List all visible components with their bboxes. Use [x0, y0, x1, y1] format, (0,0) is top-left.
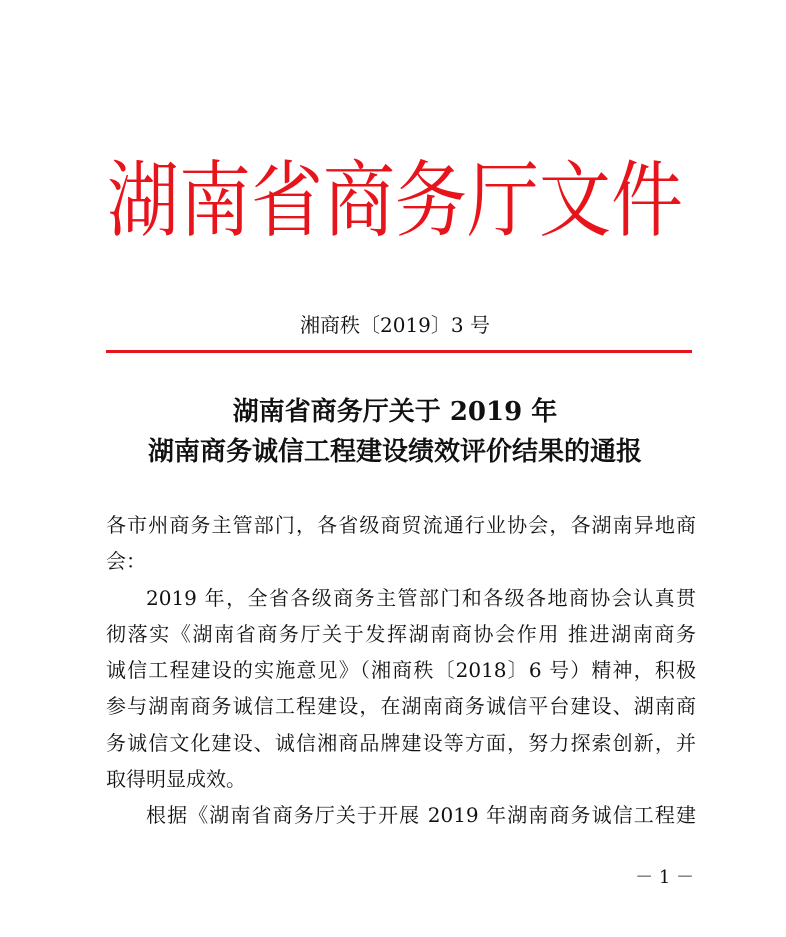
document-title-line-2: 湖南商务诚信工程建设绩效评价结果的通报	[147, 437, 642, 467]
masthead-title: 湖南省商务厅文件	[106, 151, 683, 249]
body-line-addressee-end: 会：	[106, 549, 146, 574]
red-divider-line	[106, 350, 692, 353]
body-line-paragraph-1-start: 2019 年，全省各级商务主管部门和各级各地商协会认真贯	[146, 585, 696, 610]
body-line-paragraph-2-start: 根据《湖南省商务厅关于开展 2019 年湖南商务诚信工程建	[146, 803, 696, 828]
body-line-addressee: 各市州商务主管部门，各省级商贸流通行业协会，各湖南异地商	[106, 513, 696, 537]
body-line: 诚信工程建设的实施意见》（湘商秩〔2018〕6 号）精神，积极	[106, 658, 696, 683]
body-line: 彻落实《湖南省商务厅关于发挥湖南商协会作用 推进湖南商务	[106, 621, 696, 646]
page-number: － 1 －	[635, 867, 694, 888]
body-line: 参与湖南商务诚信工程建设，在湖南商务诚信平台建设、湖南商	[106, 694, 696, 719]
document-body	[106, 508, 696, 835]
body-line-paragraph-1-end: 取得明显成效。	[106, 767, 246, 792]
document-number: 湘商秩〔2019〕3 号	[300, 313, 490, 337]
body-line: 务诚信文化建设、诚信湘商品牌建设等方面，努力探索创新，并	[106, 730, 696, 755]
document-title-line-1: 湖南省商务厅关于 2019 年	[232, 397, 558, 427]
